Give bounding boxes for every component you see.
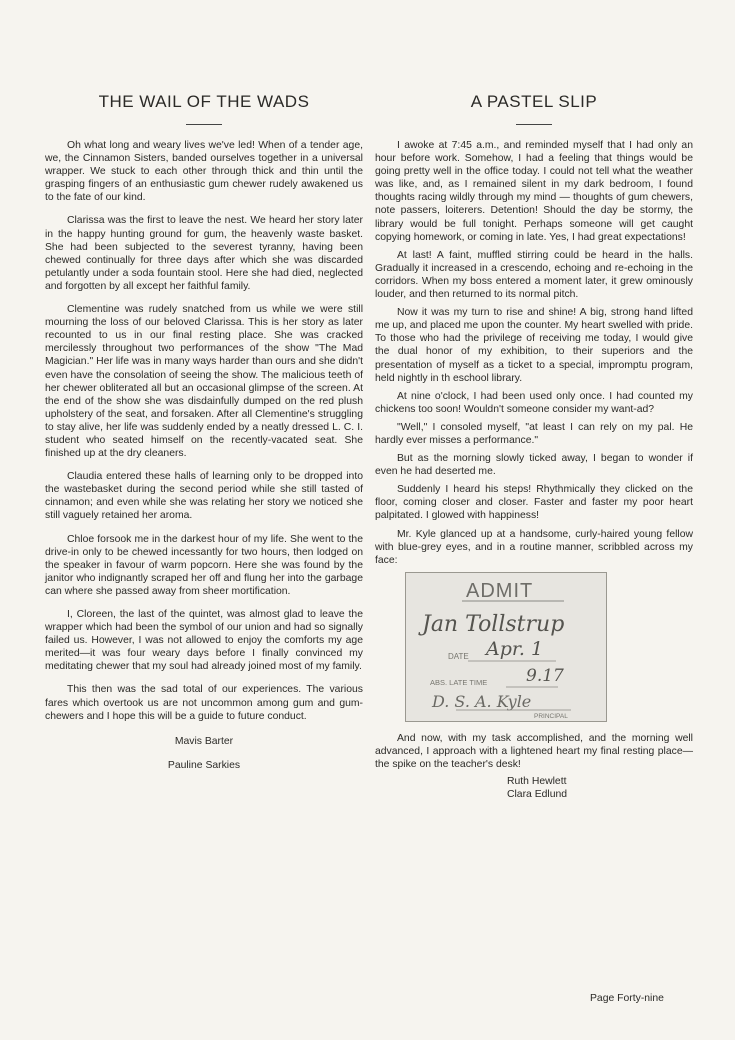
author-credits <box>45 735 363 772</box>
paragraph: Mr. Kyle glanced up at a handsome, curly-haired young fellow with blue-grey eyes, and in a routine manner, scribbled across my face: <box>375 528 693 566</box>
page-number: Page Forty-nine <box>590 993 664 1004</box>
article-wail-of-the-wads <box>45 92 363 783</box>
admit-slip-drawing <box>406 573 606 721</box>
paragraph: Claudia entered these halls of learning only to be dropped into the wastebasket during the second period while she still tasted of cinnamon; and even while she was relating her story we noticed she still vaguely retained her aroma. <box>45 471 363 522</box>
paragraph: This then was the sad total of our experiences. The various fares which overtook us are not uncommon among gum and gum-chewers and I hope this will be a guide to future conduct. <box>45 684 363 722</box>
closing-paragraph: And now, with my task accomplished, and the morning well advanced, I approach with a lightened heart my final resting place—the spike on the teacher's desk! <box>375 732 693 770</box>
author-name: Ruth Hewlett <box>507 776 567 788</box>
paragraph: I awoke at 7:45 a.m., and reminded myself that I had only an hour before work. Somehow, I had a feeling that things would be going pretty well in the office today. I could not tell what the weather was like, and, as I remained silent in my dark bedroom, I found thoughts racing wildly through my mind — thoughts of gum chewers, note passers, loiterers. Detention! Should the day be stormy, the library would be full tonight. Perhaps someone will get caught copying homework, or coming in late. Yes, I had great expectations! <box>375 140 693 243</box>
slip-student-name: Jan Tollstrup <box>422 611 565 637</box>
article-title: A PASTEL SLIP <box>470 92 598 111</box>
author-name: Clara Edlund <box>507 788 568 800</box>
paragraph: At last! A faint, muffled stirring could be heard in the halls. Gradually it increased in a crescendo, echoing and re-echoing in the corridors. When my boss entered a moment later, it grew ominously louder, and then returned to its normal pitch. <box>375 249 693 301</box>
paragraph: Suddenly I heard his steps! Rhythmically they clicked on the floor, coming closer and closer. Faster and faster my poor heart palpitated. I glowed with happiness! <box>375 484 693 522</box>
slip-principal-label: PRINCIPAL <box>534 712 568 720</box>
paragraph: Clarissa was the first to leave the nest. We heard her story later in the happy hunting ground for gum, the heavenly waste basket. She had been subjected to the severest tyranny, having been chewed continually for three days after which she was discarded petulantly under a soda fountain stool. Here she had died, neglected and forgotten by all except her faithful family. <box>45 215 363 292</box>
author-name: Pauline Sarkies <box>167 759 241 771</box>
paragraph: At nine o'clock, I had been used only once. I had counted my chickens too soon! Wouldn't someone consider my want-ad? <box>375 390 693 415</box>
slip-signature: D. S. A. Kyle <box>432 691 532 711</box>
article-pastel-slip <box>375 92 693 801</box>
title-rule <box>516 124 552 125</box>
paragraph: Clementine was rudely snatched from us while we were still mourning the loss of our beloved Clarissa. This is her story as later recounted to us in our final resting place. She was cracked mercilessly throughout two performances of the show "The Mad Magician." Her life was in many ways harder than ours and she didn't even have the consolation of seeing the show. The malicious teeth of her chewer obliterated all but an occasional glimpse of the screen. At the end of the show she was disdainfully dumped on the red plush upholstery of the seat, and forsaken. After all Clementine's struggling to stay alive, her life was suddenly ended by a neatly dressed L. C. I. student who seated himself on the recently-vacated seat. She finished up at the dry cleaners. <box>45 304 363 460</box>
paragraph: Chloe forsook me in the darkest hour of my life. She went to the drive-in only to be chewed incessantly for two hours, then lodged on the speaker in favour of warm popcorn. Here she was found by the janitor who indignantly scraped her off and flung her into the garbage can where she passed away from sheer mortification. <box>45 533 363 597</box>
slip-time: 9.17 <box>526 665 564 686</box>
paragraph: I, Cloreen, the last of the quintet, was almost glad to leave the wrapper which had been the symbol of our union and had so signally failed us. However, I was not allowed to enjoy the comforts my age merited—it was four weary days before I finally convinced my meditating chewer that my soul had already joined most of my family. <box>45 609 363 673</box>
admit-slip-image <box>405 572 607 722</box>
slip-date: Apr. 1 <box>486 637 544 660</box>
paragraph: Now it was my turn to rise and shine! A big, strong hand lifted me up, and placed me upon the counter. My heart swelled with pride. To those who had the privilege of receiving me today, I would give the dual honor of my exhibition, to their superiors and the presentation of myself as a ticket to a special, impromptu program, held nightly in th eschool library. <box>375 307 693 384</box>
slip-header: ADMIT <box>466 579 534 602</box>
paragraph: "Well," I consoled myself, "at least I can rely on my pal. He hardly ever misses a performance." <box>375 421 693 446</box>
paragraph: Oh what long and weary lives we've led! When of a tender age, we, the Cinnamon Sisters, banded ourselves together in a universal wrapper. We stuck to each other through thick and thin until the grasping fingers of an enthusiastic gum chewer rudely awakened us to the fate of our kind. <box>45 140 363 204</box>
author-credits <box>507 776 693 801</box>
slip-late-label: ABS. LATE TIME <box>430 677 488 687</box>
slip-date-label: DATE <box>448 651 469 661</box>
author-name: Mavis Barter <box>174 735 234 747</box>
title-rule <box>186 124 222 125</box>
article-title: THE WAIL OF THE WADS <box>98 92 310 111</box>
paragraph: But as the morning slowly ticked away, I began to wonder if even he had deserted me. <box>375 453 693 478</box>
